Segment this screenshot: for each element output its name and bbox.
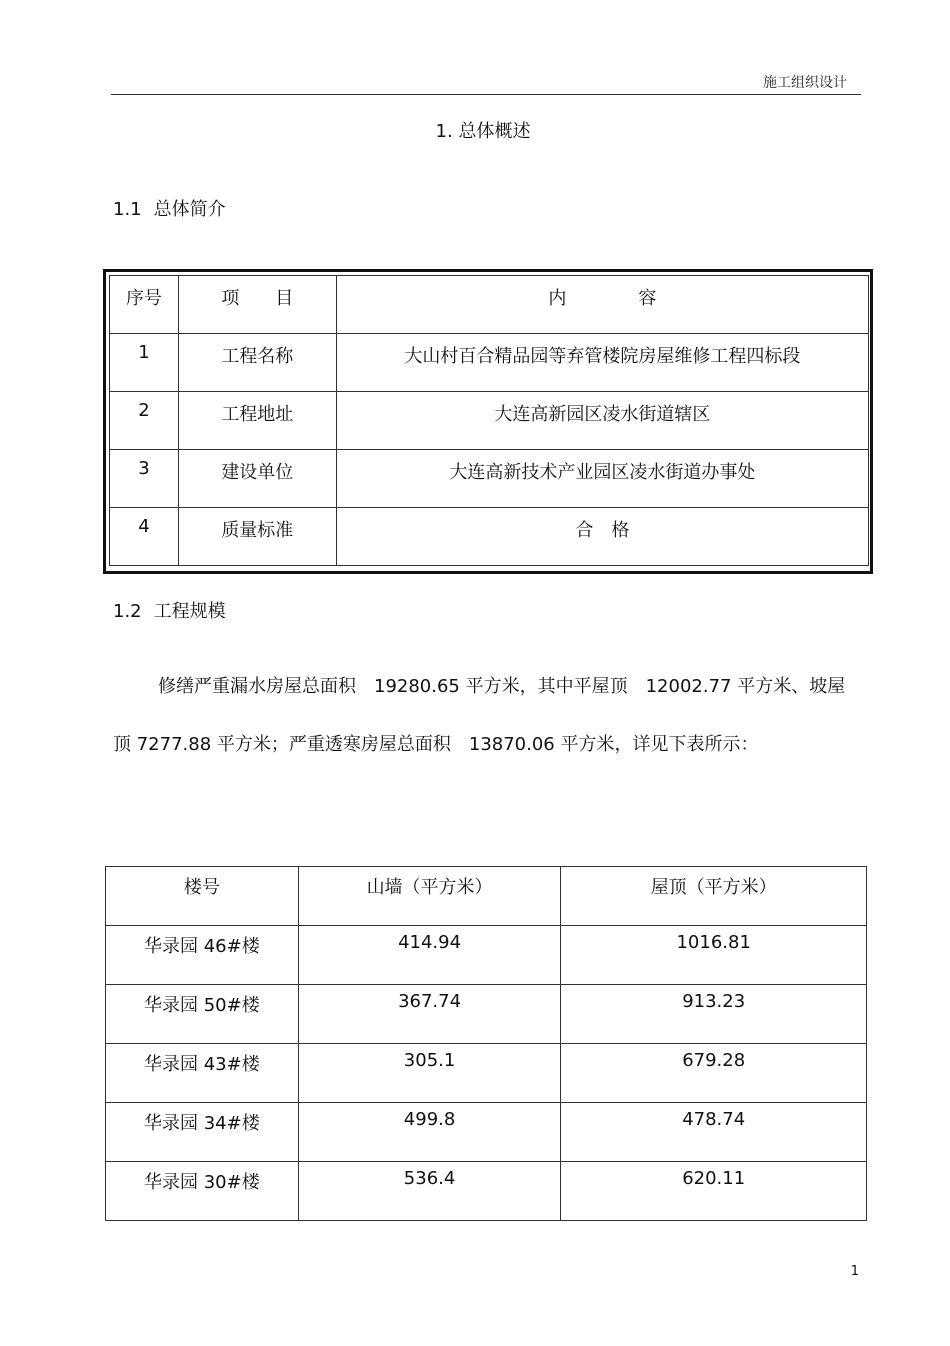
table-row: [110, 508, 869, 566]
section-title: 工程规模: [153, 601, 226, 622]
table-cell: 大连高新技术产业园区凌水街道办事处: [336, 450, 868, 508]
header-cell: 楼号: [106, 867, 299, 926]
table-cell: 大山村百合精品园等弃管楼院房屋维修工程四标段: [336, 334, 868, 392]
table-cell: 414.94: [298, 926, 561, 985]
table-header-row: [106, 867, 867, 926]
section-heading-scale: [113, 597, 226, 623]
table-cell: 1016.81: [561, 926, 867, 985]
table-cell: 合 格: [336, 508, 868, 566]
table-cell: 华录园 34#楼: [106, 1103, 299, 1162]
table-cell: 工程名称: [178, 334, 336, 392]
table-cell: 478.74: [561, 1103, 867, 1162]
running-header: 施工组织设计: [763, 75, 847, 91]
table-row: [106, 985, 867, 1044]
header-cell: 序号: [110, 276, 179, 334]
table-row: [106, 1162, 867, 1221]
header-cell: 项 目: [178, 276, 336, 334]
table-header-row: [110, 276, 869, 334]
section-heading-overview: [113, 195, 226, 221]
table-cell: 华录园 30#楼: [106, 1162, 299, 1221]
table-row: [106, 1044, 867, 1103]
table-cell: 305.1: [298, 1044, 561, 1103]
table-row: [110, 392, 869, 450]
project-info-table-frame: [103, 269, 873, 574]
table-row: [106, 926, 867, 985]
paragraph-text: 修缮严重漏水房屋总面积 19280.65 平方米，其中平屋顶 12002.77 平方米、坡屋顶 7277.88 平方米；严重透寒房屋总面积 13870.06 平方米，详见下表所示：: [113, 676, 846, 755]
table-cell: 华录园 50#楼: [106, 985, 299, 1044]
table-cell: 679.28: [561, 1044, 867, 1103]
table-cell: 3: [110, 450, 179, 508]
table-cell: 499.8: [298, 1103, 561, 1162]
table-row: [110, 334, 869, 392]
scale-paragraph: [113, 658, 858, 774]
table-cell: 大连高新园区凌水街道辖区: [336, 392, 868, 450]
table-row: [106, 1103, 867, 1162]
document-title: 1. 总体概述: [435, 121, 531, 142]
table-cell: 913.23: [561, 985, 867, 1044]
section-number: 1.1: [113, 199, 142, 220]
table-cell: 建设单位: [178, 450, 336, 508]
table-row: [110, 450, 869, 508]
project-info-table: [109, 275, 869, 566]
header-rule: [111, 94, 861, 95]
table-cell: 2: [110, 392, 179, 450]
table-cell: 华录园 46#楼: [106, 926, 299, 985]
table-cell: 620.11: [561, 1162, 867, 1221]
table-cell: 1: [110, 334, 179, 392]
page-number: 1: [850, 1264, 859, 1279]
building-area-table: [105, 866, 867, 1221]
section-title: 总体简介: [153, 199, 226, 220]
header-cell: 屋顶（平方米）: [561, 867, 867, 926]
section-number: 1.2: [113, 601, 142, 622]
table-cell: 质量标准: [178, 508, 336, 566]
table-cell: 367.74: [298, 985, 561, 1044]
table-cell: 4: [110, 508, 179, 566]
table-cell: 华录园 43#楼: [106, 1044, 299, 1103]
header-cell: 山墙（平方米）: [298, 867, 561, 926]
header-cell: 内 容: [336, 276, 868, 334]
table-cell: 536.4: [298, 1162, 561, 1221]
table-cell: 工程地址: [178, 392, 336, 450]
